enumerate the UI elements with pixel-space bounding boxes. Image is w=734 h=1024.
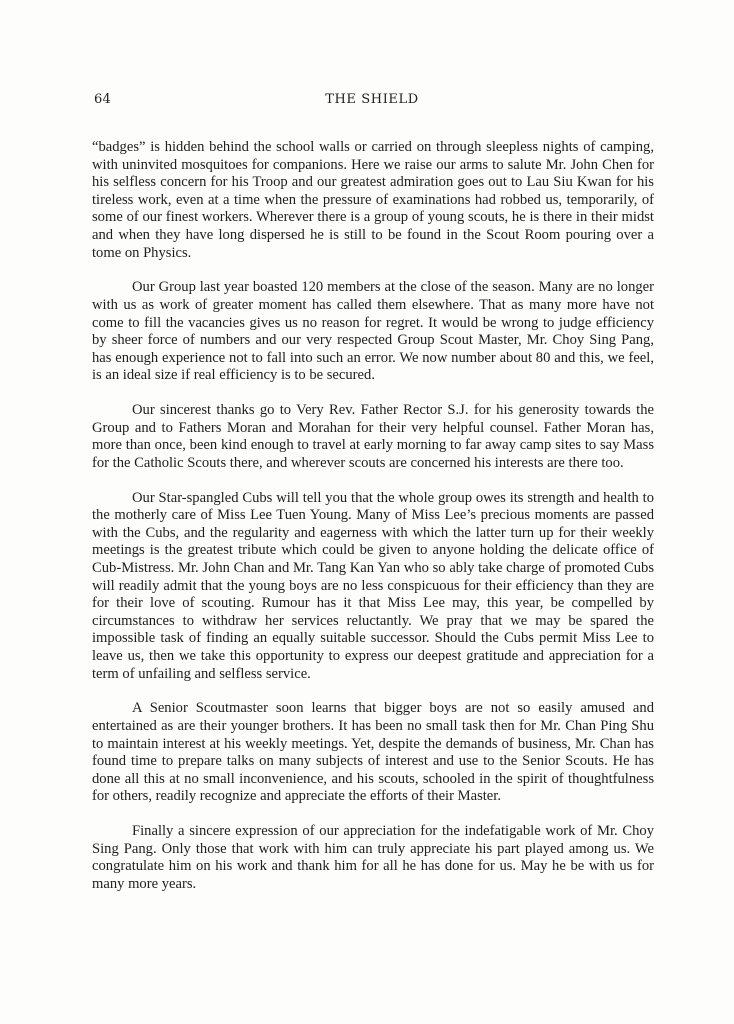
paragraph-group-membership: Our Group last year boasted 120 members at the close of the season. Many are no longer with us as work of greater moment has called them elsewhere. That as many more have not come to fill the vacancies gives us no reason for regret. It would be wrong to judge efficiency by sheer force of numbers and our very respected Group Scout Master, Mr. Choy Sing Pang, has enough experience not to fall into such an error. We now number about 80 and this, we feel, is an ideal size if real efficiency is to be secured. bbox=[92, 279, 654, 384]
paragraph-thanks-fathers: Our sincerest thanks go to Very Rev. Father Rector S.J. for his generosity towards the Group and to Fathers Moran and Morahan for their very helpful counsel. Father Moran has, more than once, been kind enough to travel at early morning to far away camp sites to say Mass for the Catholic Scouts there, and wherever scouts are concerned his interests are there too. bbox=[92, 402, 654, 471]
paragraph-senior-scoutmaster: A Senior Scoutmaster soon learns that bigger boys are not so easily amused and entertained as are their younger brothers. It has been no small task then for Mr. Chan Ping Shu to maintain interest at his weekly meetings. Yet, despite the demands of business, Mr. Chan has found time to prepare talks on many subjects of interest and use to the Senior Scouts. He has done all this at no small inconvenience, and his scouts, schooled in the spirit of thoughtfulness for others, readily recognize and appreciate the efforts of their Master. bbox=[92, 700, 654, 805]
running-header bbox=[92, 92, 652, 110]
journal-title: THE SHIELD bbox=[325, 92, 419, 107]
paragraph-cubs-miss-lee: Our Star-spangled Cubs will tell you that the whole group owes its strength and health to the motherly care of Miss Lee Tuen Young. Many of Miss Lee’s precious moments are passed with the Cubs, and the regularity and eagerness with which the latter turn up for their weekly meetings is the greatest tribute which could be given to anyone holding the delicate office of Cub-Mistress. Mr. John Chan and Mr. Tang Kan Yan who so ably take charge of promoted Cubs will readily admit that the young boys are no less conspicuous for their efficiency than they are for their love of scouting. Rumour has it that Miss Lee may, this year, be compelled by circumstances to withdraw her services reluctantly. We pray that we may be spared the impossible task of finding an equally suitable successor. Should the Cubs permit Miss Lee to leave us, then we take this opportunity to express our deepest gratitude and appreciation for a term of unfailing and selfless service. bbox=[92, 489, 654, 682]
paragraph-continued-badges: “badges” is hidden behind the school walls or carried on through sleepless nights of camping, with uninvited mosquitoes for companions. Here we raise our arms to salute Mr. John Chen for his selfless concern for his Troop and our greatest admiration goes out to Lau Siu Kwan for his tireless work, even at a time when the pressure of examinations had robbed us, temporarily, of some of our finest workers. Wherever there is a group of young scouts, he is there in their midst and when they have long dispersed he is still to be found in the Scout Room pouring over a tome on Physics. bbox=[92, 139, 654, 261]
page-number: 64 bbox=[94, 92, 111, 107]
article-body bbox=[92, 139, 654, 911]
paragraph-closing-appreciation: Finally a sincere expression of our appreciation for the indefatigable work of Mr. Choy Sing Pang. Only those that work with him can truly appreciate his part played among us. We congratulate him on his work and thank him for all he has done for us. May he be with us for many more years. bbox=[92, 823, 654, 892]
